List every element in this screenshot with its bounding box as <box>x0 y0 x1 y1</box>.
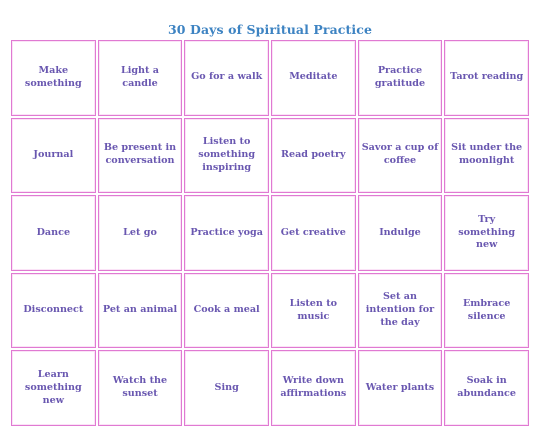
practice-label: Read poetry <box>281 148 346 160</box>
practice-cell <box>11 40 96 116</box>
practice-cell <box>358 40 443 116</box>
practice-label: Dance <box>36 226 71 238</box>
practice-cell <box>444 118 529 194</box>
practice-cell <box>271 273 356 349</box>
practice-label: Tarot reading <box>450 71 524 83</box>
practice-label: Practice gratitude <box>374 64 426 89</box>
practice-label: Go for a walk <box>191 71 263 83</box>
page-title: 30 Days of Spiritual Practice <box>168 22 372 37</box>
practice-label: Cook a meal <box>193 304 260 316</box>
practice-label: Sit under the moonlight <box>451 142 523 167</box>
practice-grid <box>11 40 529 426</box>
practice-cell <box>444 273 529 349</box>
practice-cell <box>11 195 96 271</box>
practice-cell <box>98 273 183 349</box>
practice-label: Be present in conversation <box>103 142 177 167</box>
practice-label: Set an intention for the day <box>365 291 435 329</box>
practice-cell <box>11 273 96 349</box>
practice-cell <box>184 118 269 194</box>
practice-cell <box>98 40 183 116</box>
practice-cell <box>98 350 183 426</box>
practice-label: Listen to something inspiring <box>198 135 256 173</box>
practice-label: Learn something new <box>24 368 82 406</box>
practice-cell <box>11 118 96 194</box>
practice-label: Watch the sunset <box>112 375 168 400</box>
practice-label: Get creative <box>280 226 346 238</box>
practice-label: Light a candle <box>120 64 160 89</box>
practice-cell <box>358 273 443 349</box>
practice-cell <box>98 195 183 271</box>
practice-cell <box>184 273 269 349</box>
practice-label: Disconnect <box>23 304 84 316</box>
practice-cell <box>184 350 269 426</box>
practice-label: Meditate <box>289 71 338 83</box>
practice-label: Journal <box>33 148 74 160</box>
practice-cell <box>98 118 183 194</box>
practice-label: Indulge <box>379 226 421 238</box>
practice-cell <box>444 40 529 116</box>
practice-label: Savor a cup of coffee <box>361 142 439 167</box>
practice-cell <box>358 350 443 426</box>
practice-cell <box>358 118 443 194</box>
practice-label: Embrace silence <box>462 297 511 322</box>
practice-cell <box>184 195 269 271</box>
practice-cell <box>444 195 529 271</box>
practice-cell <box>271 350 356 426</box>
practice-cell <box>11 350 96 426</box>
practice-cell <box>271 40 356 116</box>
practice-label: Water plants <box>365 381 435 393</box>
practice-label: Practice yoga <box>190 226 263 238</box>
practice-cell <box>271 195 356 271</box>
practice-label: Sing <box>214 381 239 393</box>
practice-cell <box>358 195 443 271</box>
practice-cell <box>184 40 269 116</box>
practice-cell <box>271 118 356 194</box>
practice-label: Pet an animal <box>102 304 178 316</box>
practice-cell <box>444 350 529 426</box>
practice-label: Make something <box>24 64 82 89</box>
practice-label: Listen to music <box>289 297 338 322</box>
practice-label: Try something new <box>458 213 516 251</box>
practice-label: Soak in abundance <box>457 375 517 400</box>
practice-label: Write down affirmations <box>280 375 347 400</box>
practice-label: Let go <box>123 226 157 238</box>
